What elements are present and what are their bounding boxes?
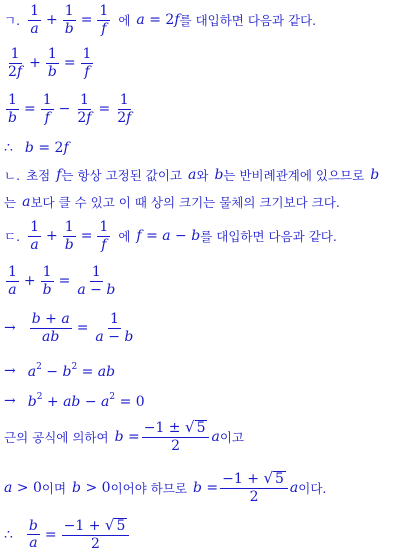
final-result: ∴ $\frac{b}{a}$ = −1 + √ 5 2 bbox=[4, 518, 131, 551]
statement-nieun-cont: 는 a 보다 클 수 있고 이 때 상의 크기는 물체의 크기보다 크다. bbox=[4, 194, 340, 210]
condition-line: a > 0 이며 b > 0 이어야 하므로 b = −1 + √ 5 2 a 이다. bbox=[4, 469, 327, 505]
equation-line-3: $\frac{1}{b}$ = $\frac{1}{f}$ − $\frac{1}{2f}$ = $\frac{1}{2f}$ bbox=[8, 92, 132, 126]
statement-nieun: ㄴ. 초점 f 는 항상 고정된 값이고 a 와 b 는 반비례관계에 있으므로 b bbox=[4, 167, 380, 183]
eq-f-a-minus-b: f = a − b bbox=[136, 228, 201, 245]
eq-a-2f: a = 2f bbox=[136, 12, 180, 29]
equation-line-10: → $a^2 - b^2$ = ab bbox=[4, 362, 116, 380]
equation-line-9: → $\frac{b + a}{ab}$ = $\frac{1}{a - b}$ bbox=[4, 311, 134, 345]
quadratic-formula-line: 근의 공식에 의하여 b = −1 ± √ 5 2 a 이고 bbox=[4, 418, 244, 454]
equation-line-8: $\frac{1}{a}$ + $\frac{1}{b}$ = $\frac{1}{a - b}$ bbox=[8, 264, 116, 298]
result-b-2f: ∴ b = 2f bbox=[4, 140, 69, 156]
equation-line-2: $\frac{1}{2f}$ + $\frac{1}{b}$ = $\frac{1}{f}$ bbox=[8, 46, 92, 80]
statement-giyeok: ㄱ. $\frac{1}{a}$ + $\frac{1}{b}$ = $\frac{1}{f}$ 에 a = 2f 를 대입하면 다음과 같다. bbox=[4, 3, 317, 37]
equation-line-11: → $b^2$ + ab − $a^2 = 0$ bbox=[4, 392, 145, 410]
fraction-1-over-f: $\frac{1}{f}$ bbox=[99, 3, 109, 37]
statement-digeut: ㄷ. $\frac{1}{a}$ + $\frac{1}{b}$ = $\frac{1}{f}$ 에 f = a − b 를 대입하면 다음과 같다. bbox=[4, 219, 337, 253]
fraction-1-over-b: $\frac{1}{b}$ bbox=[64, 3, 74, 37]
label-giyeok: ㄱ. bbox=[4, 13, 21, 29]
fraction-1-over-a: $\frac{1}{a}$ bbox=[30, 3, 39, 37]
